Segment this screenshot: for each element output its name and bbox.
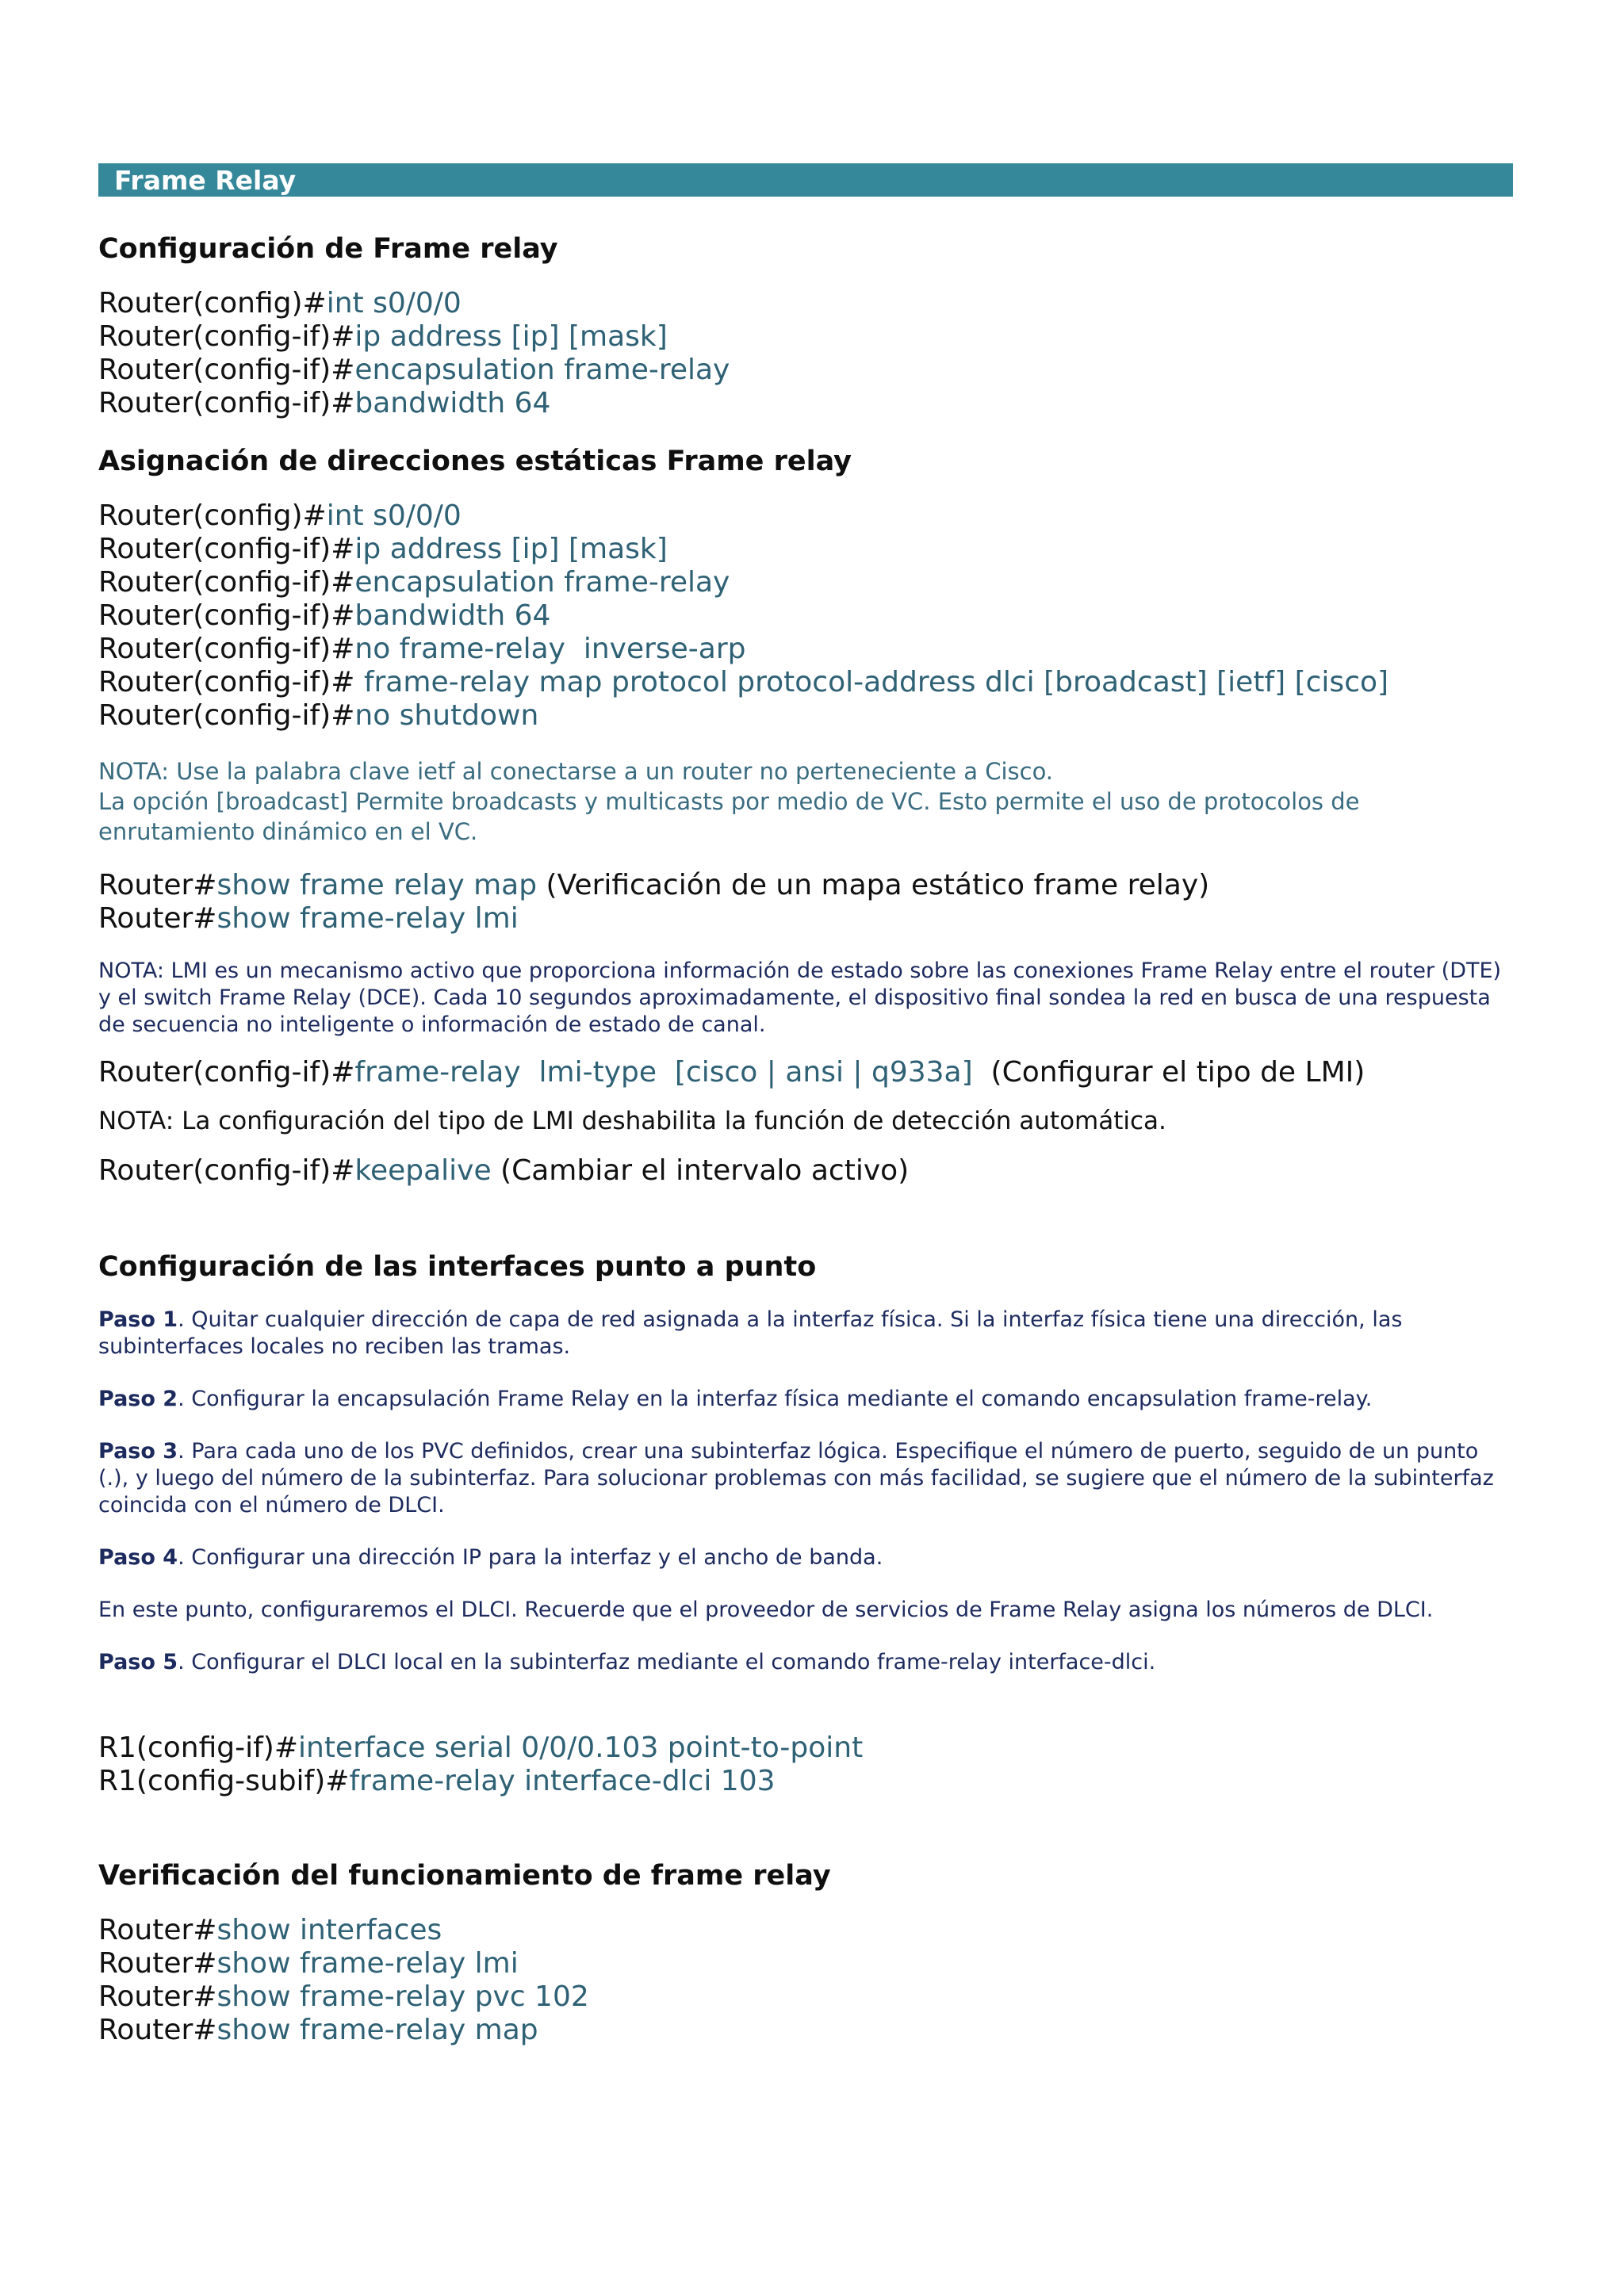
ietf-note: NOTA: Use la palabra clave ietf al conectarse a un router no perteneciente a Cisco. [98,758,1054,785]
heading-interfaces-punto-a-punto: Configuración de las interfaces punto a punto [98,1251,817,1283]
section-banner: Frame Relay [98,163,1513,197]
step-1: Paso 1. Quitar cualquier dirección de capa de red asignada a la interfaz física. Si la interfaz física tiene una dirección, las subinterfaces locales no reciben las tramas. [98,1307,1403,1359]
command-line: Router(config-if)#encapsulation frame-relay [98,566,730,599]
command-line: Router#show frame-relay pvc 102 [98,1980,589,2013]
command-line: Router#show frame-relay lmi [98,902,519,935]
command-line: Router(config-if)#ip address [ip] [mask] [98,320,668,353]
command-line: Router(config-if)# frame-relay map protocol protocol-address dlci [broadcast] [ietf] [cisco] [98,666,1389,698]
heading-verificacion-frame-relay: Verificación del funcionamiento de frame relay [98,1860,831,1892]
command-line: Router(config-if)#encapsulation frame-relay [98,354,730,386]
command-line: Router(config)#int s0/0/0 [98,287,462,320]
verification-commands-block [98,1914,1513,2047]
command-line: Router(config-if)#bandwidth 64 [98,387,551,419]
command-line: Router#show frame relay map (Verificación de un mapa estático frame relay) [98,869,1210,901]
command-line: R1(config-if)#interface serial 0/0/0.103 point-to-point [98,1732,864,1764]
lmi-note: NOTA: LMI es un mecanismo activo que proporciona información de estado sobre las conexiones Frame Relay entre el router (DTE) y el switch Frame Relay (DCE). Cada 10 segundos aproximadamente, el dispositivo final sondea la red en busca de una respuesta de secuencia no inteligente o información de estado de canal. [98,959,1502,1037]
command-line: Router#show frame-relay lmi [98,1947,519,1980]
step-3: Paso 3. Para cada uno de los PVC definidos, crear una subinterfaz lógica. Especifique el número de puerto, seguido de un punto (.), y luego del número de la subinterfaz. Para solucionar problemas con más facilidad, se sugiere que el número de la subinterfaz coincida con el número de DLCI. [98,1439,1494,1517]
command-line: Router(config-if)#no frame-relay inverse-arp [98,633,746,665]
command-line: Router(config-if)#frame-relay lmi-type [cisco | ansi | q933a] (Configurar el tipo de LMI) [98,1056,1365,1089]
keepalive-command [98,1154,1513,1188]
command-line: Router(config-if)#bandwidth 64 [98,599,551,632]
step-5: Paso 5. Configurar el DLCI local en la subinterfaz mediante el comando frame-relay interface-dlci. [98,1650,1156,1674]
command-line: Router(config)#int s0/0/0 [98,499,462,532]
command-line: Router(config-if)#ip address [ip] [mask] [98,533,668,565]
step-4: Paso 4. Configurar una dirección IP para la interfaz y el ancho de banda. [98,1545,883,1570]
lmi-type-note: NOTA: La configuración del tipo de LMI deshabilita la función de detección automática. [98,1107,1166,1135]
broadcast-note: La opción [broadcast] Permite broadcasts y multicasts por medio de VC. Esto permite el uso de protocolos de enrutamiento dinámico en el VC. [98,788,1360,845]
lmi-type-command [98,1056,1513,1089]
show-map-commands [98,869,1513,936]
document-page [98,163,1513,2047]
heading-configuracion-frame-relay: Configuración de Frame relay [98,233,558,265]
command-line: R1(config-subif)#frame-relay interface-dlci 103 [98,1765,776,1797]
subinterface-commands-block [98,1732,1513,1798]
command-line: Router#show frame-relay map [98,2014,538,2046]
dlci-note: En este punto, configuraremos el DLCI. Recuerde que el proveedor de servicios de Frame Relay asigna los números de DLCI. [98,1598,1434,1622]
heading-asignacion-direcciones: Asignación de direcciones estáticas Frame relay [98,446,852,477]
step-2: Paso 2. Configurar la encapsulación Frame Relay en la interfaz física mediante el comando encapsulation frame-relay. [98,1387,1373,1411]
config-commands-block [98,287,1513,420]
command-line: Router(config-if)#no shutdown [98,699,539,732]
static-map-commands-block [98,499,1513,733]
command-line: Router(config-if)#keepalive (Cambiar el intervalo activo) [98,1154,910,1187]
command-line: Router#show interfaces [98,1914,442,1946]
